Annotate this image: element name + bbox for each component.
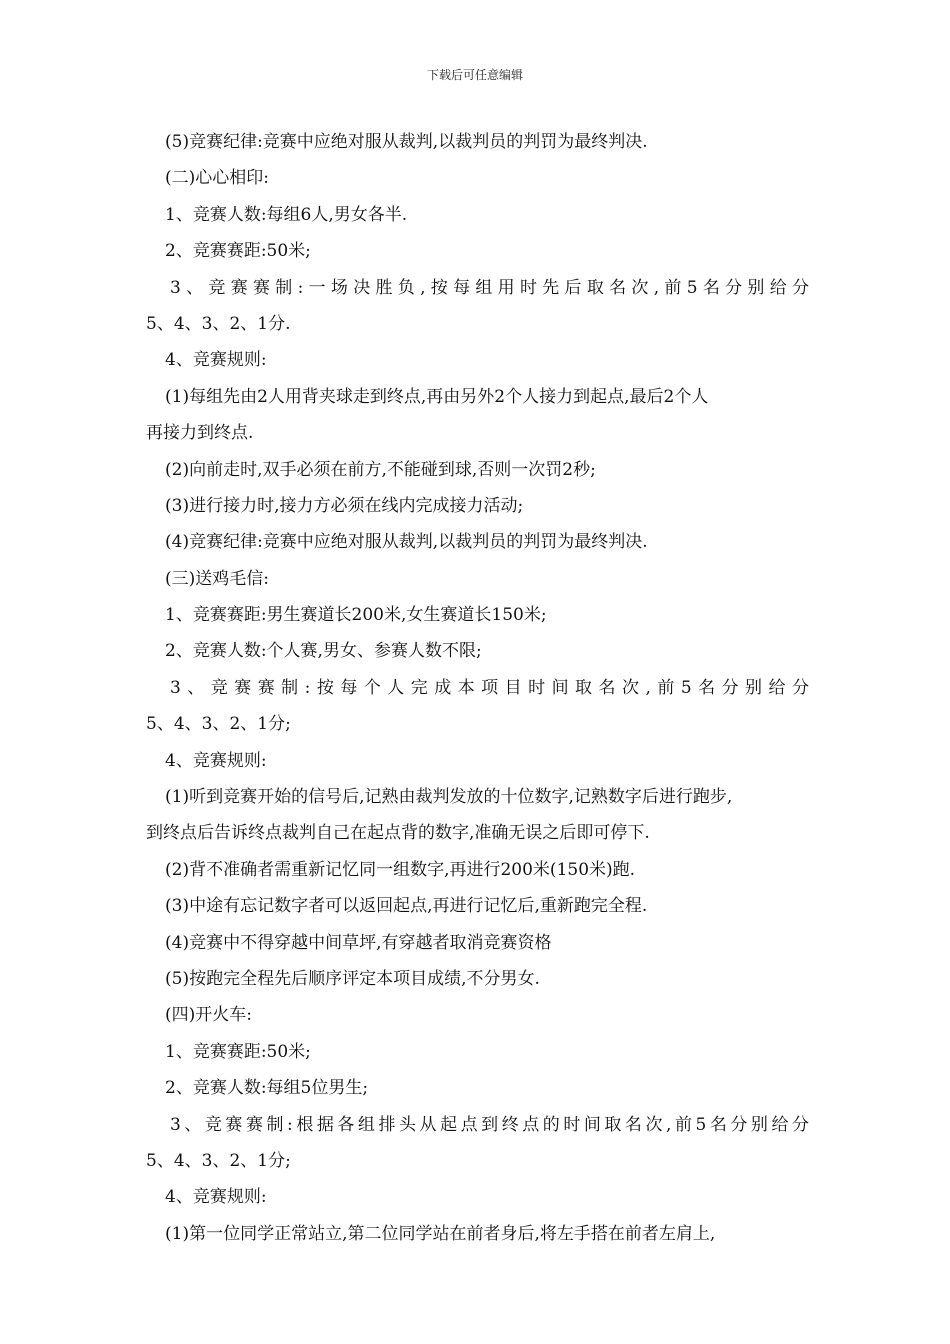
text-line: 2、竞赛赛距:50米;: [165, 241, 311, 262]
text-line: 5、4、3、2、1分;: [146, 714, 291, 735]
text-line: (5)竞赛纪律:竞赛中应绝对服从裁判,以裁判员的判罚为最终判决.: [165, 132, 648, 152]
text-line: (三)送鸡毛信:: [165, 568, 269, 589]
text-line: 3、竞赛赛制:一场决胜负,按每组用时先后取名次,前5名分别给分: [170, 277, 810, 298]
text-line: 1、竞赛赛距:男生赛道长200米,女生赛道长150米;: [165, 605, 547, 626]
text-line: 1、竞赛赛距:50米;: [165, 1041, 311, 1062]
text-line: 4、竞赛规则:: [165, 350, 267, 371]
text-line: 到终点后告诉终点裁判自己在起点背的数字,准确无误之后即可停下.: [146, 823, 650, 844]
text-line: (1)听到竞赛开始的信号后,记熟由裁判发放的十位数字,记熟数字后进行跑步,: [165, 787, 733, 808]
text-line: (1)每组先由2人用背夹球走到终点,再由另外2个人接力到起点,最后2个人: [165, 386, 709, 407]
text-line: (4)竞赛纪律:竞赛中应绝对服从裁判,以裁判员的判罚为最终判决.: [165, 532, 648, 553]
text-line: 1、竞赛人数:每组6人,男女各半.: [165, 204, 408, 225]
text-line: (2)背不准确者需重新记忆同一组数字,再进行200米(150米)跑.: [165, 859, 636, 880]
text-line: 2、竞赛人数:个人赛,男女、参赛人数不限;: [165, 641, 482, 662]
text-line: (四)开火车:: [165, 1005, 252, 1026]
text-line: (二)心心相印:: [165, 168, 269, 189]
text-line: 3、竞赛赛制:根据各组排头从起点到终点的时间取名次,前5名分别给分: [170, 1114, 810, 1135]
text-line: (4)竞赛中不得穿越中间草坪,有穿越者取消竞赛资格: [165, 932, 552, 953]
document-body: [146, 124, 810, 1252]
text-line: 4、竞赛规则:: [165, 1187, 267, 1208]
text-line: 4、竞赛规则:: [165, 750, 267, 771]
text-line: (3)中途有忘记数字者可以返回起点,再进行记忆后,重新跑完全程.: [165, 896, 648, 917]
text-line: 再接力到终点.: [146, 423, 254, 444]
text-line: 3、竞赛赛制:按每个人完成本项目时间取名次,前5名分别给分: [170, 677, 810, 698]
text-line: (3)进行接力时,接力方必须在线内完成接力活动;: [165, 495, 524, 516]
text-line: 5、4、3、2、1分;: [146, 1150, 291, 1171]
text-line: 5、4、3、2、1分.: [146, 313, 291, 334]
text-line: 2、竞赛人数:每组5位男生;: [165, 1078, 369, 1099]
text-line: (2)向前走时,双手必须在前方,不能碰到球,否则一次罚2秒;: [165, 459, 596, 480]
text-line: (1)第一位同学正常站立,第二位同学站在前者身后,将左手搭在前者左肩上,: [165, 1223, 716, 1244]
page-header: 下载后可任意编辑: [426, 68, 523, 82]
text-line: (5)按跑完全程先后顺序评定本项目成绩,不分男女.: [165, 968, 540, 989]
